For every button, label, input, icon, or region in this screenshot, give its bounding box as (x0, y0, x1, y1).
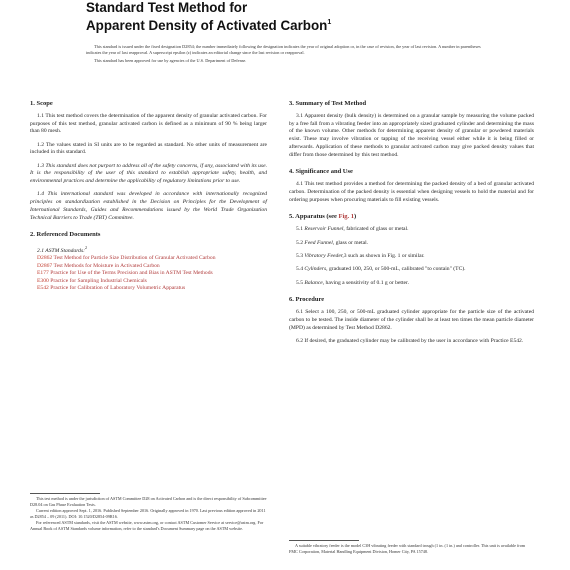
reference-title[interactable]: Practice for Calibration of Laboratory Volumetric Apparatus (50, 285, 186, 292)
apparatus-name: Feed Funnel, (304, 239, 335, 246)
document-title (86, 0, 506, 33)
apparatus-description: fabricated of glass or metal. (344, 226, 409, 233)
apparatus-number: 5.1 (296, 226, 303, 233)
right-footnote-rule (289, 540, 359, 541)
footnote-2: For referenced ASTM standards, visit the ASTM website, www.astm.org, or contact ASTM Customer Service at service@astm.org. For Annual Book of ASTM Standards volume information, refer to the standard's Document Summary page on the ASTM website. (30, 520, 264, 531)
apparatus-list (289, 226, 534, 287)
reference-code[interactable]: E542 (37, 285, 49, 292)
footnote-1b: Current edition approved Sept. 1, 2016. Published September 2016. Originally approved in 1970. Last previous edition approved in 2011 as D2854 – 09 (2011). DOI: 10.1520/D2854-09R16. (30, 508, 266, 519)
apparatus-description: 3 such as shown in Fig. 1 or similar. (343, 252, 425, 259)
reference-code[interactable]: D2867 (37, 262, 53, 269)
significance-4-1: 4.1 This test method provides a method for determining the packed density of a bed of granular activated carbon. Determination of the packed density is essential when designing vessels to hold the material and for ordering purposes when procuring materials to fill existing vessels. (289, 181, 534, 203)
apparatus-description: graduated 100, 250, or 500-mL, calibrated "to contain" (TC). (327, 266, 466, 273)
scope-1-3: 1.3 This standard does not purport to address all of the safety concerns, if any, associated with its use. It is the responsibility of the user of this standard to establish appropriate safety, health, and environmental practices and determine the applicability of regulatory limitations prior to use. (30, 162, 267, 185)
reference-code[interactable]: D2862 (37, 255, 53, 262)
reference-title[interactable]: Practice for Sampling Industrial Chemicals (50, 277, 147, 284)
reference-title[interactable]: Practice for Use of the Terms Precision and Bias in ASTM Test Methods (50, 270, 213, 277)
procedure-6-2: 6.2 If desired, the graduated cylinder may be calibrated by the user in accordance with Practice E542. (296, 337, 524, 344)
apparatus-item (289, 280, 534, 288)
apparatus-item (289, 240, 534, 248)
section-3-heading: 3. Summary of Test Method (289, 100, 367, 107)
figure-1-link[interactable]: Fig. 1 (338, 213, 355, 221)
apparatus-item (289, 266, 534, 274)
reference-code[interactable]: E177 (37, 270, 49, 277)
apparatus-description: having a sensitivity of 0.1 g or better. (324, 279, 409, 286)
section-4-heading: 4. Significance and Use (289, 168, 353, 176)
reference-code[interactable]: E300 (37, 277, 49, 284)
apparatus-number: 5.3 (296, 252, 303, 259)
apparatus-number: 5.4 (296, 266, 303, 273)
scope-1-2: 1.2 The values stated in SI units are to be regarded as standard. No other units of measurement are included in this standard. (30, 141, 267, 156)
procedure-6-1: 6.1 Select a 100, 250, or 500-mL graduated cylinder appropriate for the particle size of the activated carbon to be tested. The inside diameter of the cylinder shall be at least ten times the mean particle diameter (MPD) as determined by Test Method D2862. (289, 309, 534, 331)
footnote-3: A suitable vibratory feeder is the model C3H vibrating feeder with standard trough (1 in. (1 in.) and controller. This unit is available from FMC Corporation, Material Handling Equipment Division, Homer City, PA 15748. (289, 543, 526, 554)
referenced-documents-list (30, 255, 267, 292)
left-footnote-rule (30, 493, 100, 494)
left-footnotes (30, 496, 267, 533)
reference-item[interactable] (30, 285, 267, 292)
right-column (289, 100, 534, 351)
reference-item[interactable] (30, 278, 267, 285)
apparatus-name: Cylinders, (304, 266, 328, 273)
section-1-heading: 1. Scope (30, 100, 53, 107)
section-5-heading (289, 213, 534, 221)
left-column (30, 100, 267, 293)
apparatus-number: 5.2 (296, 239, 303, 246)
apparatus-name: Vibratory Feeder, (304, 252, 344, 259)
title-footnote-mark: 1 (327, 19, 332, 26)
section-2-heading: 2. Referenced Documents (30, 231, 101, 239)
summary-3-1: 3.1 Apparent density (bulk density) is determined on a granular sample by measuring the volume packed by a free fall from a vibrating feeder into an appropriately sized graduated cylinder and determining the mass of the known volume. Other methods for determining apparent density of granular or powdered materials exist. These may involve vibration or tapping of the receiving vessel either while it is being filled or afterwards. Application of these methods to granular activated carbon may give packed density values that differ from those determined by this test method. (289, 113, 534, 158)
apparatus-description: glass or metal. (334, 239, 369, 246)
right-footnotes (289, 543, 534, 555)
title-line-1: Standard Test Method for (86, 0, 248, 15)
apparatus-heading-text: 5. Apparatus (see (289, 213, 337, 221)
section-6-heading: 6. Procedure (289, 296, 325, 304)
reference-title[interactable]: Test Method for Particle Size Distribution of Granular Activated Carbon (53, 255, 216, 262)
apparatus-number: 5.5 (296, 279, 303, 286)
scope-1-4: 1.4 This international standard was developed in accordance with internationally recognized principles on standardization established in the Decision on Principles for the Development of International Standards, Guides and Recommendations issued by the World Trade Organization Technical Barriers to Trade (TBT) Committee. (30, 191, 267, 221)
reference-item[interactable] (30, 255, 267, 262)
apparatus-name: Reservoir Funnel, (304, 226, 345, 233)
astm-standards-footnote-mark: 2 (85, 245, 88, 251)
scope-1-1: 1.1 This test method covers the determination of the apparent density of granular activated carbon. For purposes of this test method, granular activated carbon is defined as a minimum of 90 % being larger than 80 mesh. (30, 113, 267, 135)
apparatus-heading-close: ) (354, 213, 357, 221)
reference-item[interactable] (30, 270, 267, 277)
astm-standards-intro (30, 244, 267, 255)
footnote-1: This test method is under the jurisdiction of ASTM Committee D28 on Activated Carbon and is the direct responsibility of Subcommittee D28.04 on Gas Phase Evaluation Tests. (30, 496, 267, 507)
notice-paragraph-1: This standard is issued under the fixed designation D2854; the number immediately following the designation indicates the year of original adoption or, in the case of revision, the year of last revision. A number in parentheses indicates the year of last reapproval. A superscript epsilon (ε) indicates an editorial change since the last revision or reapproval. (86, 44, 481, 55)
astm-standards-label: 2.1 ASTM Standards: (37, 248, 86, 255)
reference-title[interactable]: Test Methods for Moisture in Activated Carbon (53, 262, 160, 269)
apparatus-item (289, 226, 534, 234)
apparatus-item (289, 253, 534, 261)
notice-paragraph-2: This standard has been approved for use by agencies of the U.S. Department of Defense. (94, 58, 247, 64)
apparatus-name: Balance, (304, 279, 325, 286)
title-line-2 (86, 15, 506, 33)
title-line-2-text: Apparent Density of Activated Carbon (86, 18, 328, 33)
standard-notice (86, 44, 496, 67)
